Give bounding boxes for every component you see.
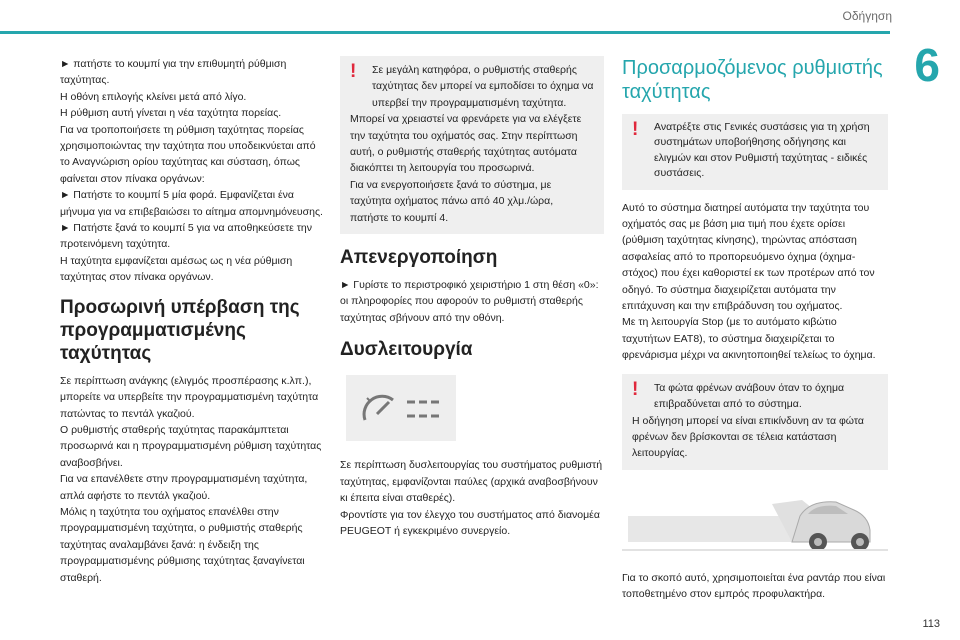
paragraph: Σε περίπτωση ανάγκης (ελιγμός προσπέρασης κ.λπ.), μπορείτε να υπερβείτε την προγραμματισμένη ταχύτητα πατώντας το πεντάλ γκαζιού. (60, 374, 319, 420)
speed-limiter-fault-icon (351, 380, 451, 436)
paragraph: Σε περίπτωση δυσλειτουργίας του συστήματος ρυθμιστή ταχύτητας, εμφανίζονται παύλες (αρχικά αναβοσβήνουν κι έπειτα είναι σταθερές). (340, 459, 603, 505)
paragraph: Με τη λειτουργία Stop (με το αυτόματο κιβώτιο ταχυτήτων EAT8), το σύστημα διαχειρίζεται το φρενάρισμα μέχρι να ακινητοποιηθεί τελείως το όχημα. (622, 316, 876, 362)
paragraph: Για το σκοπό αυτό, χρησιμοποιείται ένα ραντάρ που είναι τοποθετημένο στον εμπρός προφυλακτήρα. (622, 571, 886, 601)
warning-icon: ! (632, 378, 639, 400)
paragraph: Ο ρυθμιστής σταθερής ταχύτητας παρακάμπτεται προσωρινά και η προγραμματισμένη ρύθμιση ταχύτητας αναβοσβήνει. (60, 423, 322, 469)
heading-deactivation: Απενεργοποίηση (340, 247, 498, 269)
chapter-number: 6 (914, 39, 940, 91)
warning-box-brake-lights (622, 374, 888, 470)
reference-box (622, 114, 888, 190)
heading-malfunction: Δυσλειτουργία (340, 339, 473, 361)
malfunction-display-figure (346, 375, 456, 441)
paragraph: ► πατήστε το κουμπί για την επιθυμητή ρύθμιση ταχύτητας. (60, 58, 287, 87)
warning-text: Για να ενεργοποιήσετε ξανά το σύστημα, με ταχύτητα οχήματος πάνω από 40 χλμ./ώρα, πατήστε το κουμπί 4. (350, 178, 554, 224)
reference-text: Ανατρέξτε στις Γενικές συστάσεις για τη χρήση συστημάτων υποβοήθησης οδήγησης και ελιγμών και στον Ρυθμιστή ταχύτητας - ειδικές συστάσεις. (654, 121, 870, 180)
warning-text: Μπορεί να χρειαστεί να φρενάρετε για να ελέγξετε την ταχύτητα του οχήματός σας. Στην περίπτωση αυτή, ο ρυθμιστής σταθερής ταχύτητας αυτόματα διακόπτει τη λειτουργία του προσωρινά. (350, 113, 582, 175)
warning-text: Σε μεγάλη κατηφόρα, ο ρυθμιστής σταθερής ταχύτητας δεν μπορεί να εμποδίσει το όχημα να υπερβεί την προγραμματισμένη ταχύτητα. (372, 64, 594, 109)
column-2 (340, 56, 604, 539)
paragraph: ► Πατήστε ξανά το κουμπί 5 για να αποθηκεύσετε την προτεινόμενη ταχύτητα. (60, 222, 312, 251)
warning-text: Τα φώτα φρένων ανάβουν όταν το όχημα επιβραδύνεται από το σύστημα. (654, 381, 845, 411)
paragraph: Για να τροποποιήσετε τη ρύθμιση ταχύτητας πορείας χρησιμοποιώντας την ταχύτητα που υποδεικνύεται από το Αναγνώριση ορίου ταχύτητας και σύσταση, όπως φαίνεται στον πίνακα οργάνων: (60, 123, 316, 185)
car-with-radar-icon (622, 486, 888, 556)
paragraph: Αυτό το σύστημα διατηρεί αυτόματα την ταχύτητα του οχήματός σας με βάση μια τιμή που έχετε ορίσει (ρύθμιση ταχύτητας κίνησης), τηρώντας απόσταση ασφαλείας από το προπορευόμενο όχημα (όχημα-στόχος) που έχει καθοριστεί εκ των προτέρων από τον οδηγό. Το σύστημα διαχειρίζεται αυτόματα την επιτάχυνση και την επιβράδυνση του οχήματος. (622, 201, 875, 313)
paragraph: Η οθόνη επιλογής κλείνει μετά από λίγο. (60, 90, 247, 103)
warning-icon: ! (350, 61, 357, 82)
paragraph: ► Γυρίστε το περιστροφικό χειριστήριο 1 στη θέση «0»: οι πληροφορίες που αφορούν το ρυθμιστή σταθερής ταχύτητας σβήνουν από την οθόνη. (340, 279, 599, 324)
warning-text: Η οδήγηση μπορεί να είναι επικίνδυνη αν τα φώτα φρένων δεν βρίσκονται σε τέλεια κατάσταση λειτουργίας. (632, 414, 864, 460)
column-3 (622, 56, 888, 603)
warning-icon: ! (632, 119, 639, 140)
heading-temporary-override: Προσωρινή υπέρβαση της προγραμματισμένης ταχύτητας (60, 296, 300, 364)
section-title: Οδήγηση (842, 9, 892, 23)
paragraph: Μόλις η ταχύτητα του οχήματος επανέλθει στην προγραμματισμένη ταχύτητα, ο ρυθμιστής σταθερής ταχύτητας αναλαμβάνει ξανά: η ένδειξη της προγραμματισμένης ρύθμισης ταχύτητας ξαναγίνεται σταθερή. (60, 505, 305, 584)
car-radar-figure (622, 486, 888, 556)
heading-adaptive-cruise-control: Προσαρμοζόμενος ρυθμιστής ταχύτητας (622, 57, 883, 103)
paragraph: Για να επανέλθετε στην προγραμματισμένη ταχύτητα, απλά αφήστε το πεντάλ γκαζιού. (60, 473, 308, 502)
paragraph: Φροντίστε για τον έλεγχο του συστήματος από διανομέα PEUGEOT ή εγκεκριμένο συνεργείο. (340, 508, 600, 537)
column-1 (60, 56, 326, 586)
header-accent-bar (0, 31, 890, 34)
paragraph: Η ταχύτητα εμφανίζεται αμέσως ως η νέα ρύθμιση ταχύτητας στον πίνακα οργάνων. (60, 254, 293, 284)
paragraph: Η ρύθμιση αυτή γίνεται η νέα ταχύτητα πορείας. (60, 107, 282, 120)
paragraph: ► Πατήστε το κουμπί 5 μία φορά. Εμφανίζεται ένα μήνυμα για να επιβεβαιώσει το αίτημα απομνημόνευσης. (60, 189, 323, 218)
warning-box-downhill (340, 56, 604, 234)
page-number: 113 (922, 618, 940, 630)
